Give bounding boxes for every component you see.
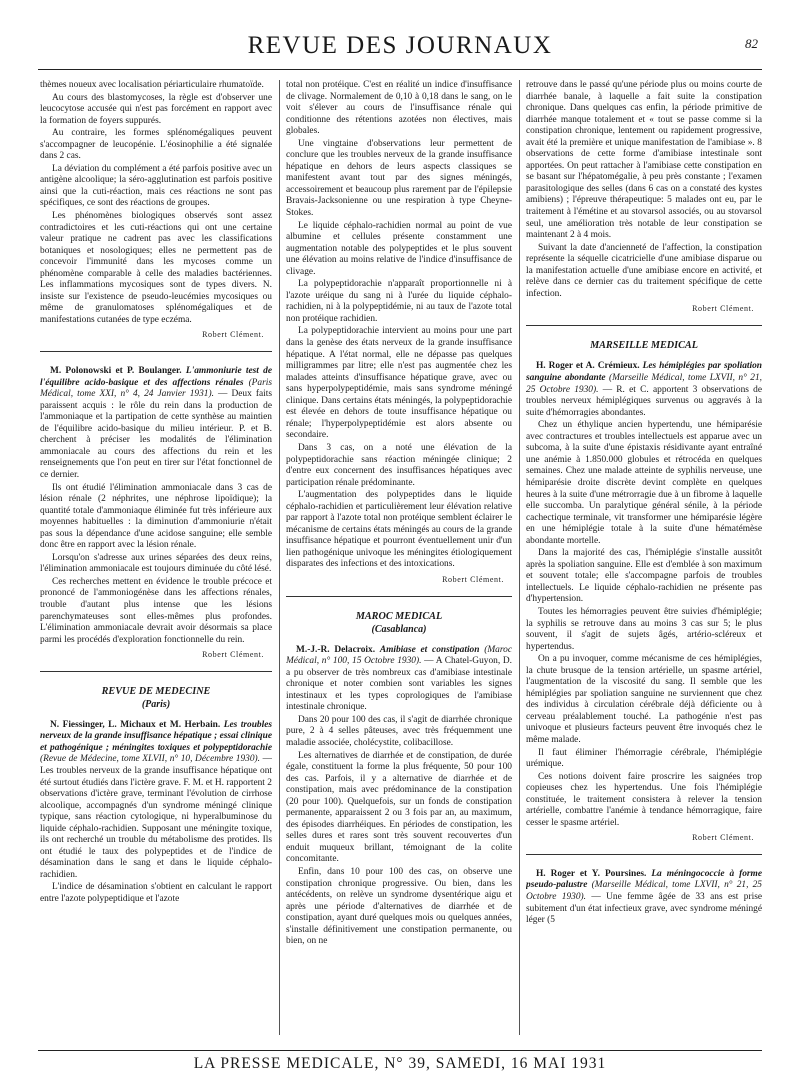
article-source: (Maroc Médical, n° 100, 15 Octobre 1930).	[286, 644, 512, 667]
column-3	[526, 80, 762, 1050]
paragraph: Dans la majorité des cas, l'hémiplégie s'installe aussitôt après la spoliation sanguine. Elle est d'emblée à son maximum et souvent totale; elle s'accompagne parfois de troubles intellectuels. Le liquide céphalo-rachidien ne présente pas d'hypertension.	[526, 548, 762, 605]
article-source: (Paris Médical, tome XXI, n° 4, 24 Janvier 1931).	[40, 377, 272, 400]
section-title: REVUE DE MEDECINE	[101, 685, 211, 697]
article-body: — R. et C. apportent 3 observations de troubles nerveux hémiplégiques survenus ou aggravés à la suite d'hémorragies abondantes.	[526, 384, 762, 418]
paragraph: Les phénomènes biologiques observés sont assez contradictoires et les cuti-réactions qui ont une certaine valeur pratique ne cadrent pas avec les classifications botaniques et nosologiques; elles ne permettent pas de concevoir l'immunité dans les mycoses comme un phénomène comparable à celle des maladies bactériennes. Les inflammations mycosiques sont de types divers. N. insiste sur l'existence de pseudo-leucémies mycosiques ou même de granulomatoses splénomégaliques et de manifestations cutanées de type eczéma.	[40, 211, 272, 325]
separator-rule	[40, 351, 272, 352]
paragraph: Ils ont étudié l'élimination ammoniacale dans 3 cas de lésion rénale (2 néphrites, une néphrose lipoïdique); la quantité totale d'ammoniaque éliminée fut très inférieure aux moyennes habituelles : la diminution d'ammoniurie n'était pas sous la dépendance d'une acidose sanguine; elle semble donc être en rapport avec la lésion rénale.	[40, 482, 272, 551]
separator-rule	[286, 596, 512, 597]
header-rule	[38, 69, 762, 70]
article-abstract	[40, 366, 272, 481]
article-title: La méningococcie à forme pseudo-palustre	[526, 868, 762, 891]
article-title: L'ammoniurie test de l'équilibre acido-basique et des affections rénales	[40, 366, 272, 388]
section-place: (Paris)	[141, 699, 171, 711]
page-number: 82	[745, 36, 758, 51]
article-source: (Marseille Médical, tome LXVII, n° 21, 25 Octobre 1930).	[526, 373, 762, 395]
column-divider	[519, 80, 520, 1035]
column-1	[40, 80, 272, 1050]
article-authors: M.-J.-R. Delacroix.	[296, 644, 376, 655]
paragraph: Au contraire, les formes splénomégaliques peuvent s'accompagner de leucopénie. L'éosinophilie a été signalée dans 2 cas.	[40, 128, 272, 162]
article-title: Les troubles nerveux de la grande insuffisance hépatique ; essai clinique et pathogénique ; méningites toxiques et polypeptidorachie	[40, 719, 272, 753]
paragraph: Enfin, dans 10 pour 100 des cas, on observe une constipation chronique progressive. Ou bien, dans les antécédents, on relève un syndrome dysentérique aigu et après une période d'alternatives de diarrhée et de constipation, ayant duré quelques mois ou quelques années, s'installe définitivement une constipation permanente, ou bien, on ne	[286, 867, 512, 947]
article-abstract	[526, 869, 762, 927]
footer-text: LA PRESSE MEDICALE, N° 39, SAMEDI, 16 MAI 1931	[193, 1055, 607, 1072]
journal-title: REVUE DES JOURNAUX	[247, 32, 553, 59]
paragraph: La polypeptidorachie n'apparaît proportionnelle ni à l'azote uréique du sang ni à l'urée du liquide céphalo-rachidien, ni à la polypeptidémie, ni au taux de l'azote total non protéique rachidien.	[286, 279, 512, 324]
article-body: — Les troubles nerveux de la grande insuffisance hépatique ont été surtout étudiés dans l'ictère grave. F. M. et H. rapportent 2 observations d'ictère grave, terminant l'évolution de cirrhose alcoolique, accompagnés d'un syndrome méningé clinique typique, sans réaction cytologique, ni hyperalbuminose du liquide céphalo-rachidien. Supposant une méningite toxique, ils ont recherché un trouble du métabolisme des protides. Ils ont étudié le taux des polypeptides et de l'indice de désamination dans le sang et dans le liquide céphalo-rachidien.	[40, 754, 272, 880]
separator-rule	[526, 325, 762, 326]
author-signature: Robert Clément.	[692, 833, 754, 843]
paragraph: Lorsqu'on s'adresse aux urines séparées des deux reins, l'élimination ammoniacale est toujours diminuée du côté lésé.	[40, 552, 272, 575]
paragraph: On a pu invoquer, comme mécanisme de ces hémiplégies, la chute brusque de la tension artérielle, un spasme artériel, l'augmentation de la viscosité du sang. Il semble que les hémiplégies par spoliation sanguine ne surviennent que chez des individus à circulation cérébrale déjà déficiente ou à cerveau préalablement touché. La pathogénie n'est pas univoque et plusieurs facteurs peuvent être invoqués chez le même malade.	[526, 654, 762, 745]
section-title: MAROC MEDICAL	[355, 610, 443, 622]
article-authors: N. Fiessinger, L. Michaux et M. Herbain.	[50, 719, 221, 730]
article-abstract	[40, 720, 272, 882]
paragraph: Ces recherches mettent en évidence le trouble précoce et prononcé de l'ammoniogénèse dans les affections rénales, trouble d'autant plus intense que les lésions parenchymateuses sont elles-mêmes plus profondes. L'élimination ammoniacale devrait avoir désormais sa place parmi les procédés d'exploration fonctionnelle du rein.	[40, 576, 272, 645]
article-abstract	[526, 361, 762, 419]
article-authors: M. Polonowski et P. Boulanger.	[50, 366, 182, 377]
article-body: — A Chatel-Guyon, D. a pu observer de très nombreux cas d'amibiase intestinale chronique et noter combien sont variables les signes intestinaux et les types coprologiques de l'amibiase intestinale chronique.	[286, 656, 512, 713]
paragraph: L'augmentation des polypeptides dans le liquide céphalo-rachidien et particulièrement leur élévation relative par rapport à l'azote total non protéique semblent éclairer le mécanisme de certains états méningés au cours de la grande insuffisance hépatique et pourront éventuellement unir d'un lien pathogénique univoque les méningites étiologiquement disparates des infections et des intoxications.	[286, 490, 512, 570]
page-footer	[38, 1050, 762, 1075]
paragraph: Dans 20 pour 100 des cas, il s'agit de diarrhée chronique pure, 2 à 4 selles pâteuses, avec très fréquemment une maladie associée, cholécystite, colibacillose.	[286, 714, 512, 748]
article-source: (Marseille Médical, tome LXVII, n° 21, 25 Octobre 1930).	[526, 880, 762, 902]
paragraph: Au cours des blastomycoses, la règle est d'observer une leucocytose accusée qui n'est pas forcément en rapport avec la formation de foyers suppurés.	[40, 92, 272, 126]
paragraph: Chez un éthylique ancien hypertendu, une hémiparésie avec contractures et troubles intellectuels est apparue avec un subcoma, à la suite d'une épistaxis résidivante ayant entraîné une anémie à 1.850.000 globules et rétrocéda en quelques semaines. Chez une malade atteinte de syphilis nerveuse, une hémiparésie droite discrète devint complète en quelques heures à la suite d'une métrorragie due à un fibrome à laquelle elle succomba. Un paralytique général sénile, à la période cachectique terminale, vit transformer une hémiparésie légère en une hémiplégie totale à la suite d'une hématémèse abondante mortelle.	[526, 420, 762, 546]
article-source: (Revue de Médecine, tome XLVII, n° 10, Décembre 1930).	[40, 754, 261, 765]
column-divider	[279, 80, 280, 1035]
paragraph: Le liquide céphalo-rachidien normal au point de vue albumine et cellules présente constamment une augmentation notable des polypeptides et le plus souvent une élévation au moins relative de l'indice d'insuffisance de clivage.	[286, 220, 512, 277]
article-authors: H. Roger et Y. Poursines.	[536, 868, 647, 879]
paragraph: Suivant la date d'ancienneté de l'affection, la constipation représente la séquelle cicatricielle d'une amibiase disparue ou la manifestation actuelle d'une amibiase encore en activité, et relève dans ce dernier cas du traitement spécifique de cette infection.	[526, 242, 762, 299]
separator-rule	[40, 671, 272, 672]
separator-rule	[526, 854, 762, 855]
article-body: — Une femme âgée de 33 ans est prise subitement d'un état infectieux grave, avec syndrome méningé léger (5	[526, 892, 762, 926]
paragraph: total non protéique. C'est en réalité un indice d'insuffisance de clivage. Normalement de 0,10 à 0,18 dans le sang, on le voit s'élever au cours de l'insuffisance rénale qui conditionne des rétentions azotées non électives, mais globales.	[286, 80, 512, 137]
article-body: — Deux faits paraissent acquis : le rôle du rein dans la production de l'ammoniaque et la partipation de cette synthèse au maintien de l'équilibre acido-basique du milieu intérieur. P. et B. cherchent à préciser les modalités de l'élimination ammoniacale au cours des affections du rein et les renseignements que l'on peut en tirer sur l'état fonctionnel de ce dernier.	[40, 389, 272, 480]
page-header	[38, 28, 762, 70]
author-signature: Robert Clément.	[202, 330, 264, 340]
column-2	[286, 80, 512, 1050]
section-title: MARSEILLE MEDICAL	[590, 339, 698, 351]
paragraph: Ces notions doivent faire proscrire les saignées trop copieuses chez les hypertendus. Une fois l'hémiplégie constituée, le traitement consistera à relever la tension artérielle, combattre l'anémie à tendance hémorragique, faire cesser le spasme artériel.	[526, 771, 762, 828]
paragraph: La polypeptidorachie intervient au moins pour une part dans la genèse des états nerveux de la grande insuffisance hépatique. A l'état normal, elle ne dépasse pas quelques milligrammes par litre; elle n'est pas augmentée chez les malades atteints d'insuffisance hépatique grave, avec ou sans hyperpolypeptidémie, mais sans syndrome méningé clinique. Dans certains états méningés, la polypeptidorachie est élevée en dehors de toute insuffisance hépatique ou rénale; l'hyperpolypeptidémie est alors absente ou secondaire.	[286, 326, 512, 441]
paragraph: L'indice de désamination s'obtient en calculant le rapport entre l'azote polypeptidique et l'azote	[40, 882, 272, 904]
paragraph: Il faut éliminer l'hémorragie cérébrale, l'hémiplégie urémique.	[526, 747, 762, 770]
paragraph: thèmes noueux avec localisation périarticulaire rhumatoïde.	[40, 80, 264, 90]
paragraph: Dans 3 cas, on a noté une élévation de la polypeptidorachie sans réaction méningée clinique; 2 d'entre eux concernent des insuffisances hépatiques avec participation rénale prédominante.	[286, 442, 512, 488]
author-signature: Robert Clément.	[692, 304, 754, 314]
paragraph: La déviation du complément a été parfois positive avec un antigène alcoolique; la séro-agglutination est parfois positive ainsi que la cuti-réaction, mais ces réactions ne sont pas spécifiques, ce sont des réactions de groupes.	[40, 163, 272, 209]
paragraph: retrouve dans le passé qu'une période plus ou moins courte de diarrhée banale, à laquelle a fait suite la constipation chronique. Dans quelques cas enfin, la période primitive de diarrhée manque totalement et « tout se passe comme si la constipation chronique, lentement ou rapidement progressive, avait été la première et unique manifestation de l'amibiase ». 8 observations de cette forme d'amibiase intestinale sont apportées. On peut rattacher à l'amibiase cette constipation en se basant sur l'hépatomégalie, à peu près constante ; l'examen parasitologique des selles (dans 6 cas on a constaté des kystes amibiens) ; l'épreuve thérapeutique: 5 malades ont eu, par le traitement à l'émétine et au stovarsol associés, ou au stovarsol seul, une amélioration très notable de leur constipation se maintenant 2 à 4 mois.	[526, 80, 762, 241]
author-signature: Robert Clément.	[442, 574, 504, 584]
section-place: (Casablanca)	[371, 624, 427, 636]
article-title: Amibiase et constipation	[379, 644, 480, 655]
paragraph: Les alternatives de diarrhée et de constipation, de durée égale, constituent la forme la plus fréquente, 50 pour 100 des cas. Parfois, il y a alternative de diarrhée et de constipation, mais avec prédominance de la constipation (20 pour 100). Quelquefois, sur un fonds de constipation permanente, apparaissent 2 ou 3 fois par an, au maximum, des épisodes diarrhéiques. En périodes de constipation, les selles dures et rares sont très souvent recouvertes d'un enduit muqueux brillant, témoignant de la colite concomitante.	[286, 750, 512, 865]
article-title: Les hémiplégies par spoliation sanguine abondante	[526, 361, 762, 384]
article-abstract	[286, 645, 512, 714]
article-authors: H. Roger et A. Crémieux.	[536, 361, 640, 372]
paragraph: Toutes les hémorragies peuvent être suivies d'hémiplégie; la syphilis se retrouve dans au moins 3 cas sur 5; le plus souvent, il s'agit de sujets âgés, artério-scléreux et hypertendus.	[526, 606, 762, 652]
author-signature: Robert Clément.	[202, 650, 264, 660]
paragraph: Une vingtaine d'observations leur permettent de conclure que les troubles nerveux de la grande insuffisance hépatique en dehors de leurs aspects classiques se manifestent avant tout par des signes méningés, accessoirement et beaucoup plus rarement par de l'épilepsie Bravais-Jacksonienne ou une respiration à type Cheyne-Stokes.	[286, 138, 512, 219]
